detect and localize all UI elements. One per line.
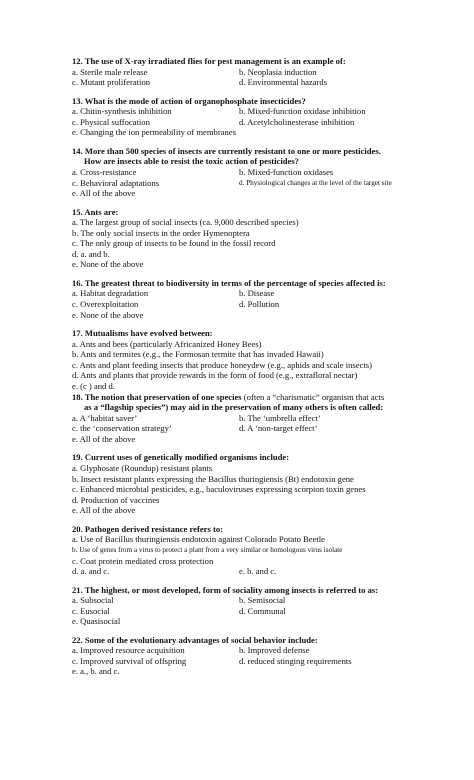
question-12 <box>72 56 434 88</box>
answer-option: d. Production of vaccines <box>72 494 160 505</box>
answer-option: a. Use of Bacillus thuringiensis endotoxin against Colorado Potato Beetle <box>72 534 325 545</box>
answer-options <box>72 595 434 627</box>
answer-option: d. Physiological changes at the level of the target site <box>239 178 392 187</box>
answer-option: a. Improved resource acquisition <box>72 645 185 656</box>
answer-option: b. Neoplasia induction <box>239 66 317 77</box>
question-stem <box>72 635 434 646</box>
answer-option: e. Quasisocial <box>72 616 121 627</box>
question-stem-text: 16. The greatest threat to biodiversity in terms of the percentage of species affected is: <box>72 277 386 288</box>
question-stem-aside: (often a “charismatic” organism that acts <box>241 391 385 402</box>
question-stem <box>72 452 434 463</box>
question-13 <box>72 96 434 138</box>
question-14 <box>72 146 434 199</box>
answer-options <box>72 463 434 516</box>
answer-option: e. All of the above <box>72 188 136 199</box>
question-21 <box>72 585 434 627</box>
answer-option: c. Eusocial <box>72 605 110 616</box>
answer-option: b. Ants and termites (e.g., the Formosan termite that has invaded Hawaii) <box>72 349 324 360</box>
answer-options <box>72 413 434 445</box>
answer-option: d. Acetylcholinesterase inhibition <box>239 116 355 127</box>
question-stem-text: 13. What is the mode of action of organophosphate insecticides? <box>72 95 306 106</box>
question-stem <box>72 146 434 167</box>
answer-option: e. (c ) and d. <box>72 381 115 392</box>
answer-option: a. Subsocial <box>72 595 114 606</box>
answer-options <box>72 645 434 677</box>
answer-option: b. Mixed-function oxidase inhibition <box>239 106 366 117</box>
answer-option: e. Changing the ion permeability of membranes <box>72 127 236 138</box>
answer-option: d. Communal <box>239 605 286 616</box>
answer-options <box>72 339 434 392</box>
answer-option: a. Habitat degradation <box>72 288 149 299</box>
answer-option: e. All of the above <box>72 433 136 444</box>
answer-options <box>72 167 434 199</box>
question-16 <box>72 278 434 320</box>
question-stem-text: 18. The notion that preservation of one species <box>72 391 242 402</box>
question-stem <box>72 392 434 413</box>
answer-options <box>72 106 434 138</box>
answer-option: d. a. and c. <box>72 566 110 577</box>
question-stem <box>72 56 434 67</box>
answer-option: b. Use of genes from a virus to protect a plant from a very similar or homologous virus isolate <box>72 545 343 554</box>
answer-option: d. Ants and plants that provide rewards in the form of food (e.g., extrafloral nectar) <box>72 370 358 381</box>
answer-option: b. The only social insects in the order Hymenoptera <box>72 227 250 238</box>
answer-option: a. The largest group of social insects (ca. 9,000 described species) <box>72 217 299 228</box>
answer-option: c. the ‘conservation strategy’ <box>72 423 172 434</box>
question-stem-text: 17. Mutualisms have evolved between: <box>72 328 213 339</box>
answer-option: c. Physical suffocation <box>72 116 150 127</box>
question-stem-text: 15. Ants are: <box>72 206 119 217</box>
question-20 <box>72 524 434 577</box>
answer-options <box>72 534 434 576</box>
answer-option: c. Mutant proliferation <box>72 77 151 88</box>
answer-option: d. Pollution <box>239 299 280 310</box>
question-stem <box>72 96 434 107</box>
answer-option: a. A ‘habitat saver’ <box>72 412 138 423</box>
question-22 <box>72 635 434 677</box>
answer-option: b. Mixed-function oxidases <box>239 166 334 177</box>
answer-option: b. Disease <box>239 288 275 299</box>
answer-option: c. Coat protein mediated cross protection <box>72 555 214 566</box>
answer-option: b. The ‘umbrella effect’ <box>239 412 321 423</box>
question-stem-text: 19. Current uses of genetically modified organisms include: <box>72 452 290 463</box>
answer-options <box>72 67 434 88</box>
answer-option: d. a. and b. <box>72 248 110 259</box>
question-stem-text: 14. More than 500 species of insects are currently resistant to one or more pesticides. <box>72 145 381 156</box>
answer-option: e. None of the above <box>72 309 144 320</box>
answer-option: a. Chitin-synthesis inhibition <box>72 106 172 117</box>
answer-option: a. Cross-resistance <box>72 166 137 177</box>
answer-option: a. Ants and bees (particularly Africanized Honey Bees) <box>72 338 262 349</box>
answer-option: b. Insect resistant plants expressing the Bacillus thuringiensis (Bt) endotoxin gene <box>72 473 354 484</box>
answer-option: a. Sterile male release <box>72 66 148 77</box>
answer-option: e. a., b. and c. <box>72 666 120 677</box>
answer-option: c. Behavioral adaptations <box>72 177 160 188</box>
question-stem <box>72 207 434 218</box>
question-stem <box>72 524 434 535</box>
question-stem <box>72 278 434 289</box>
question-stem-text: 12. The use of X-ray irradiated flies for pest management is an example of: <box>72 56 346 66</box>
answer-option: a. Glyphosate (Roundup) resistant plants <box>72 462 213 473</box>
answer-option: c. Enhanced microbial pesticides, e.g., baculoviruses expressing scorpion toxin genes <box>72 484 366 495</box>
question-stem-text: 22. Some of the evolutionary advantages of social behavior include: <box>72 634 318 645</box>
question-stem-text: 21. The highest, or most developed, form of sociality among insects is referred to as: <box>72 584 379 595</box>
answer-option: e. None of the above <box>72 259 144 270</box>
question-stem-text: 20. Pathogen derived resistance refers to: <box>72 523 223 534</box>
answer-option: d. A ‘non-target effect’ <box>239 423 318 434</box>
answer-option: c. The only group of insects to be found in the fossil record <box>72 238 276 249</box>
question-stem-continuation: How are insects able to resist the toxic action of pesticides? <box>84 156 299 167</box>
question-stem <box>72 585 434 596</box>
answer-option: c. Improved survival of offspring <box>72 655 187 666</box>
question-19 <box>72 452 434 516</box>
question-stem-continuation: as a “flagship species”) may aid in the preservation of many others is often called: <box>84 402 384 413</box>
answer-option: c. Overexploitation <box>72 299 139 310</box>
answer-option: d. Environmental hazards <box>239 77 328 88</box>
question-15 <box>72 207 434 271</box>
answer-option: c. Ants and plant feeding insects that produce honeydew (e.g., aphids and scale insects) <box>72 359 372 370</box>
answer-option: b. Semisocial <box>239 595 286 606</box>
answer-option: d. reduced stinging requirements <box>239 655 352 666</box>
answer-option: e. All of the above <box>72 505 136 516</box>
question-stem <box>72 328 434 339</box>
answer-option: b. Improved defense <box>239 645 310 656</box>
question-18 <box>72 392 434 445</box>
answer-options <box>72 217 434 270</box>
answer-options <box>72 288 434 320</box>
answer-option: e. b. and c. <box>239 566 277 577</box>
question-17 <box>72 328 434 392</box>
